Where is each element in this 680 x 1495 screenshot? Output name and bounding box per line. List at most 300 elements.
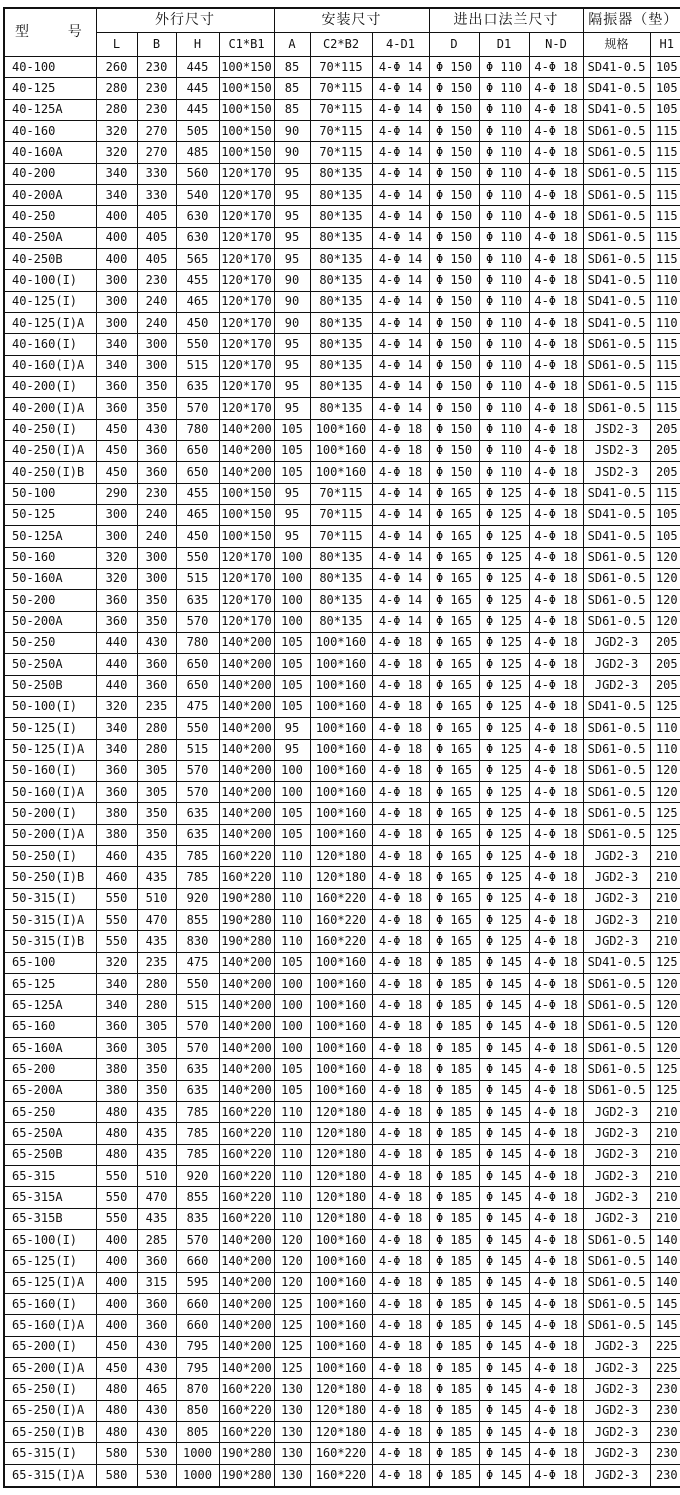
cell-D: Φ 150 [429, 312, 479, 333]
cell-model: 65-125 [4, 974, 96, 995]
table-row [4, 1059, 680, 1080]
cell-H1: 145 [650, 1294, 680, 1315]
cell-A: 110 [274, 846, 310, 867]
cell-L: 320 [96, 142, 137, 163]
cell-C2B2: 100*160 [310, 1272, 372, 1293]
cell-B: 280 [137, 974, 176, 995]
cell-L: 360 [96, 1038, 137, 1059]
cell-ND: 4-Φ 18 [529, 440, 583, 461]
cell-C2B2: 70*115 [310, 99, 372, 120]
cell-A: 120 [274, 1272, 310, 1293]
cell-L: 280 [96, 99, 137, 120]
cell-ND: 4-Φ 18 [529, 227, 583, 248]
cell-spec: SD61-0.5 [583, 120, 650, 141]
cell-ND: 4-Φ 18 [529, 1123, 583, 1144]
cell-spec: SD41-0.5 [583, 291, 650, 312]
cell-H: 795 [176, 1336, 219, 1357]
cell-D1: Φ 145 [479, 952, 529, 973]
cell-A: 105 [274, 824, 310, 845]
cell-H1: 120 [650, 547, 680, 568]
cell-ND: 4-Φ 18 [529, 270, 583, 291]
cell-D: Φ 185 [429, 1294, 479, 1315]
cell-H: 595 [176, 1272, 219, 1293]
cell-D: Φ 165 [429, 910, 479, 931]
cell-D1: Φ 145 [479, 1422, 529, 1443]
cell-H1: 115 [650, 483, 680, 504]
cell-H: 785 [176, 1144, 219, 1165]
cell-C2B2: 70*115 [310, 120, 372, 141]
table-row [4, 803, 680, 824]
cell-4D1: 4-Φ 18 [372, 632, 429, 653]
cell-A: 130 [274, 1400, 310, 1421]
cell-L: 400 [96, 248, 137, 269]
cell-H1: 230 [650, 1443, 680, 1464]
table-row [4, 376, 680, 397]
cell-spec: SD61-0.5 [583, 227, 650, 248]
cell-D1: Φ 125 [479, 526, 529, 547]
cell-C1B1: 140*200 [219, 1080, 274, 1101]
cell-L: 320 [96, 568, 137, 589]
cell-model: 50-315(I)B [4, 931, 96, 952]
cell-D1: Φ 110 [479, 99, 529, 120]
cell-B: 405 [137, 248, 176, 269]
cell-D1: Φ 145 [479, 1123, 529, 1144]
cell-H: 515 [176, 739, 219, 760]
cell-C2B2: 120*180 [310, 1208, 372, 1229]
cell-C1B1: 160*220 [219, 1208, 274, 1229]
cell-A: 105 [274, 696, 310, 717]
table-row [4, 952, 680, 973]
cell-H1: 125 [650, 824, 680, 845]
cell-B: 315 [137, 1272, 176, 1293]
cell-ND: 4-Φ 18 [529, 995, 583, 1016]
cell-spec: JGD2-3 [583, 1336, 650, 1357]
cell-C2B2: 100*160 [310, 1336, 372, 1357]
cell-D: Φ 165 [429, 846, 479, 867]
cell-C2B2: 100*160 [310, 974, 372, 995]
cell-A: 90 [274, 142, 310, 163]
cell-H: 635 [176, 1059, 219, 1080]
cell-B: 230 [137, 270, 176, 291]
cell-H: 550 [176, 547, 219, 568]
cell-H: 855 [176, 1187, 219, 1208]
cell-B: 305 [137, 782, 176, 803]
cell-H1: 125 [650, 696, 680, 717]
cell-A: 130 [274, 1379, 310, 1400]
cell-C2B2: 100*160 [310, 803, 372, 824]
cell-A: 100 [274, 760, 310, 781]
cell-L: 480 [96, 1379, 137, 1400]
cell-4D1: 4-Φ 18 [372, 419, 429, 440]
cell-spec: JGD2-3 [583, 1208, 650, 1229]
cell-C1B1: 160*220 [219, 1123, 274, 1144]
cell-4D1: 4-Φ 18 [372, 1144, 429, 1165]
cell-C2B2: 70*115 [310, 483, 372, 504]
cell-ND: 4-Φ 18 [529, 739, 583, 760]
cell-D: Φ 150 [429, 462, 479, 483]
cell-ND: 4-Φ 18 [529, 910, 583, 931]
cell-D: Φ 165 [429, 504, 479, 525]
cell-B: 530 [137, 1464, 176, 1487]
cell-H: 650 [176, 675, 219, 696]
cell-B: 300 [137, 334, 176, 355]
cell-B: 435 [137, 1208, 176, 1229]
cell-4D1: 4-Φ 18 [372, 1294, 429, 1315]
cell-spec: SD61-0.5 [583, 1080, 650, 1101]
cell-H1: 120 [650, 995, 680, 1016]
cell-model: 65-250(I)B [4, 1422, 96, 1443]
cell-spec: JSD2-3 [583, 419, 650, 440]
cell-spec: SD61-0.5 [583, 1059, 650, 1080]
cell-H: 570 [176, 760, 219, 781]
cell-A: 110 [274, 1102, 310, 1123]
table-row [4, 846, 680, 867]
cell-D1: Φ 110 [479, 163, 529, 184]
cell-H: 660 [176, 1294, 219, 1315]
cell-spec: SD61-0.5 [583, 184, 650, 205]
cell-B: 430 [137, 632, 176, 653]
table-row [4, 974, 680, 995]
cell-model: 50-125A [4, 526, 96, 547]
table-row [4, 675, 680, 696]
cell-A: 105 [274, 1059, 310, 1080]
cell-D: Φ 185 [429, 1336, 479, 1357]
cell-model: 65-315B [4, 1208, 96, 1229]
cell-ND: 4-Φ 18 [529, 376, 583, 397]
cell-H: 550 [176, 334, 219, 355]
cell-ND: 4-Φ 18 [529, 1080, 583, 1101]
cell-spec: SD41-0.5 [583, 57, 650, 78]
cell-ND: 4-Φ 18 [529, 1464, 583, 1487]
table-header [4, 8, 680, 57]
cell-A: 100 [274, 1016, 310, 1037]
table-row [4, 227, 680, 248]
cell-L: 480 [96, 1123, 137, 1144]
cell-model: 40-160A [4, 142, 96, 163]
cell-C1B1: 140*200 [219, 803, 274, 824]
cell-D: Φ 185 [429, 1272, 479, 1293]
cell-C1B1: 140*200 [219, 760, 274, 781]
cell-A: 110 [274, 1166, 310, 1187]
cell-D1: Φ 110 [479, 248, 529, 269]
cell-4D1: 4-Φ 18 [372, 1464, 429, 1487]
cell-H1: 115 [650, 142, 680, 163]
cell-H: 475 [176, 952, 219, 973]
cell-A: 110 [274, 1144, 310, 1165]
cell-B: 435 [137, 931, 176, 952]
cell-L: 380 [96, 1080, 137, 1101]
cell-H1: 230 [650, 1379, 680, 1400]
cell-H1: 125 [650, 803, 680, 824]
cell-model: 65-250(I) [4, 1379, 96, 1400]
cell-L: 290 [96, 483, 137, 504]
cell-B: 435 [137, 1102, 176, 1123]
cell-4D1: 4-Φ 18 [372, 1123, 429, 1144]
cell-D: Φ 150 [429, 163, 479, 184]
cell-4D1: 4-Φ 18 [372, 1102, 429, 1123]
cell-model: 50-250B [4, 675, 96, 696]
cell-L: 450 [96, 1336, 137, 1357]
cell-H1: 210 [650, 1208, 680, 1229]
cell-D: Φ 185 [429, 1208, 479, 1229]
cell-D1: Φ 145 [479, 995, 529, 1016]
cell-C2B2: 100*160 [310, 952, 372, 973]
cell-D1: Φ 125 [479, 824, 529, 845]
cell-C1B1: 120*170 [219, 398, 274, 419]
cell-C1B1: 140*200 [219, 824, 274, 845]
cell-ND: 4-Φ 18 [529, 590, 583, 611]
table-row [4, 1272, 680, 1293]
cell-model: 50-160(I) [4, 760, 96, 781]
cell-B: 305 [137, 760, 176, 781]
cell-L: 360 [96, 760, 137, 781]
cell-ND: 4-Φ 18 [529, 99, 583, 120]
cell-H1: 210 [650, 931, 680, 952]
cell-A: 100 [274, 568, 310, 589]
cell-L: 360 [96, 376, 137, 397]
cell-C1B1: 100*150 [219, 78, 274, 99]
cell-C2B2: 100*160 [310, 760, 372, 781]
cell-C1B1: 120*170 [219, 291, 274, 312]
cell-spec: SD41-0.5 [583, 952, 650, 973]
cell-H: 570 [176, 398, 219, 419]
cell-H: 635 [176, 1080, 219, 1101]
cell-model: 50-125(I)A [4, 739, 96, 760]
cell-C1B1: 120*170 [219, 227, 274, 248]
cell-D1: Φ 145 [479, 1315, 529, 1336]
cell-A: 110 [274, 888, 310, 909]
cell-H1: 125 [650, 1059, 680, 1080]
cell-H1: 115 [650, 398, 680, 419]
cell-spec: SD41-0.5 [583, 483, 650, 504]
cell-C2B2: 100*160 [310, 1294, 372, 1315]
cell-model: 40-250(I)A [4, 440, 96, 461]
cell-H: 635 [176, 376, 219, 397]
table-row [4, 1038, 680, 1059]
cell-D1: Φ 110 [479, 227, 529, 248]
cell-L: 360 [96, 590, 137, 611]
cell-model: 40-125(I)A [4, 312, 96, 333]
cell-4D1: 4-Φ 14 [372, 376, 429, 397]
cell-H: 445 [176, 78, 219, 99]
cell-C2B2: 80*135 [310, 291, 372, 312]
column-header-C1B1: C1*B1 [219, 33, 274, 57]
cell-model: 50-250 [4, 632, 96, 653]
cell-A: 100 [274, 590, 310, 611]
cell-model: 50-200(I)A [4, 824, 96, 845]
table-row [4, 1208, 680, 1229]
cell-model: 65-250 [4, 1102, 96, 1123]
cell-D1: Φ 125 [479, 910, 529, 931]
cell-ND: 4-Φ 18 [529, 1102, 583, 1123]
cell-A: 95 [274, 526, 310, 547]
cell-L: 340 [96, 355, 137, 376]
table-row [4, 995, 680, 1016]
cell-D: Φ 150 [429, 227, 479, 248]
cell-B: 280 [137, 995, 176, 1016]
cell-D: Φ 150 [429, 270, 479, 291]
cell-B: 230 [137, 99, 176, 120]
cell-B: 240 [137, 312, 176, 333]
cell-B: 305 [137, 1038, 176, 1059]
cell-C2B2: 160*220 [310, 931, 372, 952]
cell-H1: 210 [650, 846, 680, 867]
cell-spec: JGD2-3 [583, 1123, 650, 1144]
cell-spec: SD61-0.5 [583, 995, 650, 1016]
cell-ND: 4-Φ 18 [529, 952, 583, 973]
cell-4D1: 4-Φ 14 [372, 291, 429, 312]
cell-spec: SD61-0.5 [583, 547, 650, 568]
cell-L: 360 [96, 1016, 137, 1037]
cell-C1B1: 160*220 [219, 1379, 274, 1400]
cell-ND: 4-Φ 18 [529, 1272, 583, 1293]
cell-D1: Φ 145 [479, 1102, 529, 1123]
cell-A: 95 [274, 248, 310, 269]
cell-D1: Φ 125 [479, 696, 529, 717]
cell-H: 515 [176, 355, 219, 376]
cell-C1B1: 120*170 [219, 590, 274, 611]
cell-B: 350 [137, 1080, 176, 1101]
cell-D1: Φ 125 [479, 504, 529, 525]
cell-H1: 115 [650, 355, 680, 376]
cell-C2B2: 80*135 [310, 184, 372, 205]
cell-C2B2: 80*135 [310, 312, 372, 333]
cell-A: 130 [274, 1443, 310, 1464]
cell-spec: SD61-0.5 [583, 206, 650, 227]
cell-A: 130 [274, 1422, 310, 1443]
cell-spec: SD61-0.5 [583, 1315, 650, 1336]
table-row [4, 1144, 680, 1165]
cell-model: 65-315(I)A [4, 1464, 96, 1487]
cell-D1: Φ 145 [479, 1016, 529, 1037]
cell-L: 340 [96, 974, 137, 995]
cell-L: 380 [96, 824, 137, 845]
cell-L: 550 [96, 910, 137, 931]
cell-H1: 120 [650, 568, 680, 589]
cell-model: 50-200A [4, 611, 96, 632]
cell-spec: JSD2-3 [583, 462, 650, 483]
cell-ND: 4-Φ 18 [529, 163, 583, 184]
cell-spec: SD41-0.5 [583, 312, 650, 333]
cell-D1: Φ 145 [479, 1080, 529, 1101]
cell-D1: Φ 145 [479, 1230, 529, 1251]
cell-B: 240 [137, 526, 176, 547]
cell-B: 350 [137, 803, 176, 824]
cell-model: 50-315(I)A [4, 910, 96, 931]
cell-model: 40-200(I)A [4, 398, 96, 419]
cell-spec: SD61-0.5 [583, 1272, 650, 1293]
cell-4D1: 4-Φ 14 [372, 398, 429, 419]
cell-B: 230 [137, 483, 176, 504]
cell-B: 430 [137, 1336, 176, 1357]
cell-D1: Φ 145 [479, 1166, 529, 1187]
cell-model: 65-160A [4, 1038, 96, 1059]
cell-D1: Φ 145 [479, 1358, 529, 1379]
cell-L: 450 [96, 440, 137, 461]
cell-D: Φ 185 [429, 1187, 479, 1208]
cell-spec: JSD2-3 [583, 440, 650, 461]
cell-A: 95 [274, 483, 310, 504]
cell-model: 40-200(I) [4, 376, 96, 397]
table-row [4, 78, 680, 99]
cell-C1B1: 140*200 [219, 675, 274, 696]
cell-spec: SD61-0.5 [583, 803, 650, 824]
table-row [4, 526, 680, 547]
cell-4D1: 4-Φ 18 [372, 782, 429, 803]
table-row [4, 419, 680, 440]
cell-spec: SD61-0.5 [583, 718, 650, 739]
cell-C2B2: 100*160 [310, 632, 372, 653]
column-header-C2B2: C2*B2 [310, 33, 372, 57]
table-row [4, 57, 680, 78]
cell-4D1: 4-Φ 18 [372, 846, 429, 867]
cell-H: 805 [176, 1422, 219, 1443]
cell-ND: 4-Φ 18 [529, 931, 583, 952]
cell-C1B1: 190*280 [219, 1443, 274, 1464]
cell-L: 320 [96, 696, 137, 717]
cell-D1: Φ 110 [479, 184, 529, 205]
cell-spec: SD41-0.5 [583, 270, 650, 291]
cell-C1B1: 120*170 [219, 547, 274, 568]
cell-model: 65-200(I) [4, 1336, 96, 1357]
cell-L: 300 [96, 312, 137, 333]
cell-B: 270 [137, 142, 176, 163]
cell-C1B1: 140*200 [219, 782, 274, 803]
table-row [4, 504, 680, 525]
cell-A: 95 [274, 739, 310, 760]
cell-ND: 4-Φ 18 [529, 142, 583, 163]
cell-C1B1: 190*280 [219, 1464, 274, 1487]
cell-B: 350 [137, 376, 176, 397]
cell-L: 550 [96, 1208, 137, 1229]
cell-H1: 115 [650, 248, 680, 269]
cell-A: 125 [274, 1358, 310, 1379]
cell-model: 40-250 [4, 206, 96, 227]
cell-D: Φ 185 [429, 1443, 479, 1464]
cell-4D1: 4-Φ 18 [372, 1080, 429, 1101]
cell-D1: Φ 145 [479, 1059, 529, 1080]
cell-C1B1: 140*200 [219, 739, 274, 760]
cell-H: 560 [176, 163, 219, 184]
cell-D1: Φ 110 [479, 312, 529, 333]
cell-4D1: 4-Φ 18 [372, 995, 429, 1016]
cell-spec: JGD2-3 [583, 1379, 650, 1400]
cell-C2B2: 80*135 [310, 547, 372, 568]
cell-model: 50-160(I)A [4, 782, 96, 803]
cell-spec: SD61-0.5 [583, 1016, 650, 1037]
cell-H1: 110 [650, 270, 680, 291]
cell-C2B2: 100*160 [310, 824, 372, 845]
cell-D: Φ 150 [429, 440, 479, 461]
cell-model: 50-100(I) [4, 696, 96, 717]
cell-4D1: 4-Φ 18 [372, 696, 429, 717]
cell-A: 110 [274, 910, 310, 931]
table-row [4, 931, 680, 952]
cell-C1B1: 120*170 [219, 163, 274, 184]
cell-model: 65-200(I)A [4, 1358, 96, 1379]
cell-D: Φ 165 [429, 888, 479, 909]
cell-H1: 230 [650, 1400, 680, 1421]
cell-4D1: 4-Φ 18 [372, 1379, 429, 1400]
cell-D: Φ 150 [429, 334, 479, 355]
cell-4D1: 4-Φ 18 [372, 1336, 429, 1357]
column-header-ND: N-D [529, 33, 583, 57]
cell-C2B2: 80*135 [310, 206, 372, 227]
cell-ND: 4-Φ 18 [529, 888, 583, 909]
cell-D: Φ 185 [429, 1102, 479, 1123]
cell-C1B1: 190*280 [219, 931, 274, 952]
cell-model: 50-125(I) [4, 718, 96, 739]
